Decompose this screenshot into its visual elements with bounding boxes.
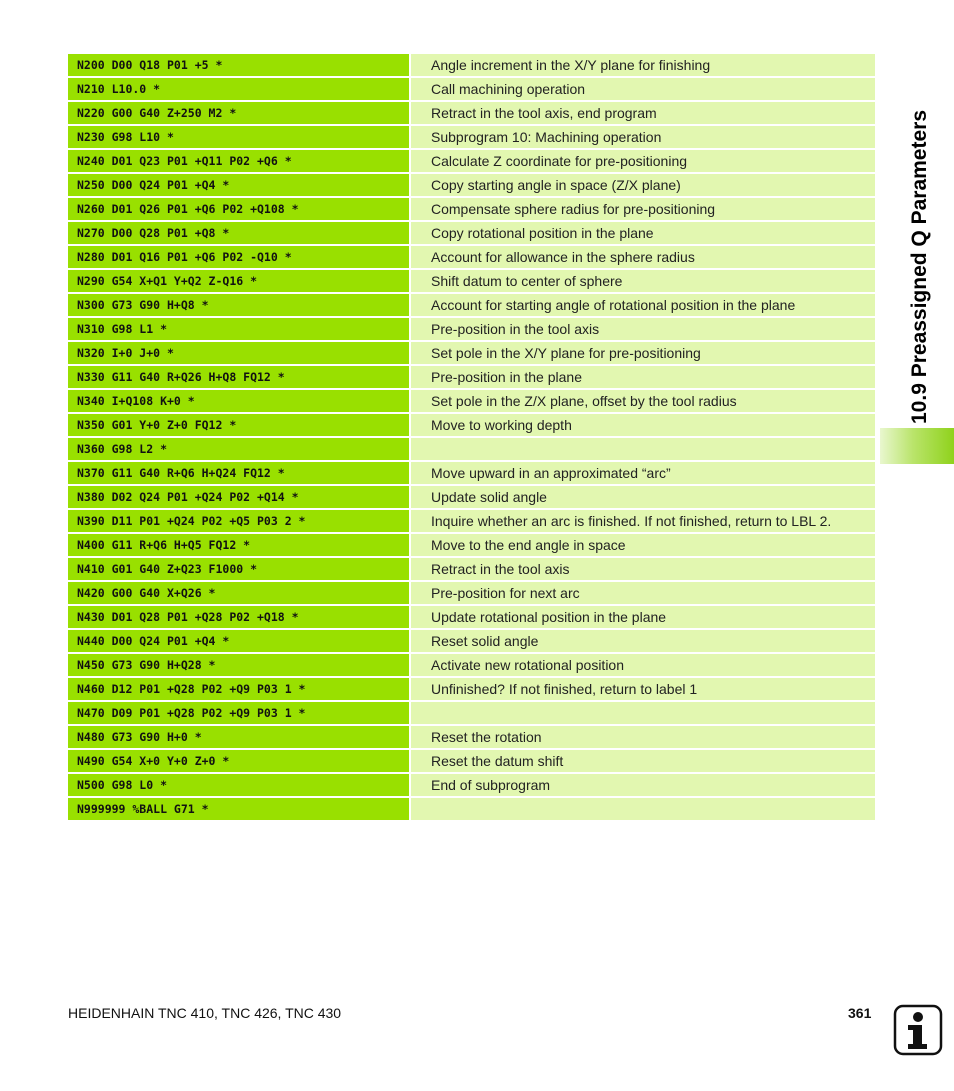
description-cell: Pre-position for next arc (411, 582, 875, 604)
nc-code-cell: N400 G11 R+Q6 H+Q5 FQ12 * (68, 534, 409, 556)
section-title: 10.9 Preassigned Q Parameters (908, 109, 931, 424)
nc-code-cell: N370 G11 G40 R+Q6 H+Q24 FQ12 * (68, 462, 409, 484)
table-row (68, 654, 875, 676)
nc-code-cell: N210 L10.0 * (68, 78, 409, 100)
description-cell (411, 798, 875, 820)
nc-code-cell: N330 G11 G40 R+Q26 H+Q8 FQ12 * (68, 366, 409, 388)
nc-code-cell: N200 D00 Q18 P01 +5 * (68, 54, 409, 76)
description-cell: Retract in the tool axis, end program (411, 102, 875, 124)
nc-code-cell: N350 G01 Y+0 Z+0 FQ12 * (68, 414, 409, 436)
description-cell: Compensate sphere radius for pre-positioning (411, 198, 875, 220)
description-cell: Subprogram 10: Machining operation (411, 126, 875, 148)
nc-code-cell: N240 D01 Q23 P01 +Q11 P02 +Q6 * (68, 150, 409, 172)
table-row (68, 774, 875, 796)
table-row (68, 630, 875, 652)
table-row (68, 126, 875, 148)
table-row (68, 534, 875, 556)
table-row (68, 366, 875, 388)
section-tab-marker (880, 428, 954, 464)
nc-code-cell: N230 G98 L10 * (68, 126, 409, 148)
nc-code-cell: N250 D00 Q24 P01 +Q4 * (68, 174, 409, 196)
description-cell: Pre-position in the plane (411, 366, 875, 388)
nc-code-cell: N500 G98 L0 * (68, 774, 409, 796)
program-listing-table (68, 54, 875, 822)
table-row (68, 222, 875, 244)
table-row (68, 342, 875, 364)
table-row (68, 510, 875, 532)
table-row (68, 486, 875, 508)
description-cell: Account for allowance in the sphere radius (411, 246, 875, 268)
table-row (68, 558, 875, 580)
nc-code-cell: N340 I+Q108 K+0 * (68, 390, 409, 412)
table-row (68, 54, 875, 76)
table-row (68, 198, 875, 220)
description-cell: Reset solid angle (411, 630, 875, 652)
description-cell: Update solid angle (411, 486, 875, 508)
table-row (68, 414, 875, 436)
table-row (68, 390, 875, 412)
nc-code-cell: N430 D01 Q28 P01 +Q28 P02 +Q18 * (68, 606, 409, 628)
nc-code-cell: N320 I+0 J+0 * (68, 342, 409, 364)
description-cell: End of subprogram (411, 774, 875, 796)
nc-code-cell: N999999 %BALL G71 * (68, 798, 409, 820)
description-cell: Unfinished? If not finished, return to label 1 (411, 678, 875, 700)
nc-code-cell: N270 D00 Q28 P01 +Q8 * (68, 222, 409, 244)
info-icon (893, 1004, 943, 1056)
description-cell: Activate new rotational position (411, 654, 875, 676)
description-cell: Call machining operation (411, 78, 875, 100)
table-row (68, 702, 875, 724)
nc-code-cell: N280 D01 Q16 P01 +Q6 P02 -Q10 * (68, 246, 409, 268)
nc-code-cell: N220 G00 G40 Z+250 M2 * (68, 102, 409, 124)
table-row (68, 150, 875, 172)
description-cell: Copy starting angle in space (Z/X plane) (411, 174, 875, 196)
nc-code-cell: N300 G73 G90 H+Q8 * (68, 294, 409, 316)
page-number: 361 (848, 1005, 872, 1021)
description-cell: Set pole in the X/Y plane for pre-positioning (411, 342, 875, 364)
nc-code-cell: N380 D02 Q24 P01 +Q24 P02 +Q14 * (68, 486, 409, 508)
table-row (68, 270, 875, 292)
table-row (68, 462, 875, 484)
nc-code-cell: N470 D09 P01 +Q28 P02 +Q9 P03 1 * (68, 702, 409, 724)
description-cell (411, 438, 875, 460)
description-cell: Set pole in the Z/X plane, offset by the tool radius (411, 390, 875, 412)
table-row (68, 318, 875, 340)
table-row (68, 246, 875, 268)
table-row (68, 798, 875, 820)
description-cell: Reset the rotation (411, 726, 875, 748)
table-row (68, 750, 875, 772)
description-cell: Retract in the tool axis (411, 558, 875, 580)
footer-product: HEIDENHAIN TNC 410, TNC 426, TNC 430 (68, 1005, 342, 1021)
description-cell: Inquire whether an arc is finished. If not finished, return to LBL 2. (411, 510, 875, 532)
nc-code-cell: N260 D01 Q26 P01 +Q6 P02 +Q108 * (68, 198, 409, 220)
description-cell: Move to working depth (411, 414, 875, 436)
nc-code-cell: N360 G98 L2 * (68, 438, 409, 460)
table-row (68, 294, 875, 316)
table-row (68, 678, 875, 700)
description-cell: Copy rotational position in the plane (411, 222, 875, 244)
description-cell: Reset the datum shift (411, 750, 875, 772)
description-cell: Account for starting angle of rotational position in the plane (411, 294, 875, 316)
description-cell: Angle increment in the X/Y plane for finishing (411, 54, 875, 76)
nc-code-cell: N310 G98 L1 * (68, 318, 409, 340)
nc-code-cell: N450 G73 G90 H+Q28 * (68, 654, 409, 676)
table-row (68, 174, 875, 196)
nc-code-cell: N440 D00 Q24 P01 +Q4 * (68, 630, 409, 652)
description-cell: Pre-position in the tool axis (411, 318, 875, 340)
nc-code-cell: N480 G73 G90 H+0 * (68, 726, 409, 748)
table-row (68, 438, 875, 460)
description-cell: Calculate Z coordinate for pre-positioning (411, 150, 875, 172)
description-cell: Shift datum to center of sphere (411, 270, 875, 292)
description-cell: Update rotational position in the plane (411, 606, 875, 628)
nc-code-cell: N490 G54 X+0 Y+0 Z+0 * (68, 750, 409, 772)
description-cell: Move upward in an approximated “arc” (411, 462, 875, 484)
table-row (68, 582, 875, 604)
table-row (68, 78, 875, 100)
table-row (68, 606, 875, 628)
nc-code-cell: N390 D11 P01 +Q24 P02 +Q5 P03 2 * (68, 510, 409, 532)
description-cell: Move to the end angle in space (411, 534, 875, 556)
nc-code-cell: N410 G01 G40 Z+Q23 F1000 * (68, 558, 409, 580)
table-row (68, 726, 875, 748)
nc-code-cell: N420 G00 G40 X+Q26 * (68, 582, 409, 604)
nc-code-cell: N460 D12 P01 +Q28 P02 +Q9 P03 1 * (68, 678, 409, 700)
table-row (68, 102, 875, 124)
nc-code-cell: N290 G54 X+Q1 Y+Q2 Z-Q16 * (68, 270, 409, 292)
description-cell (411, 702, 875, 724)
